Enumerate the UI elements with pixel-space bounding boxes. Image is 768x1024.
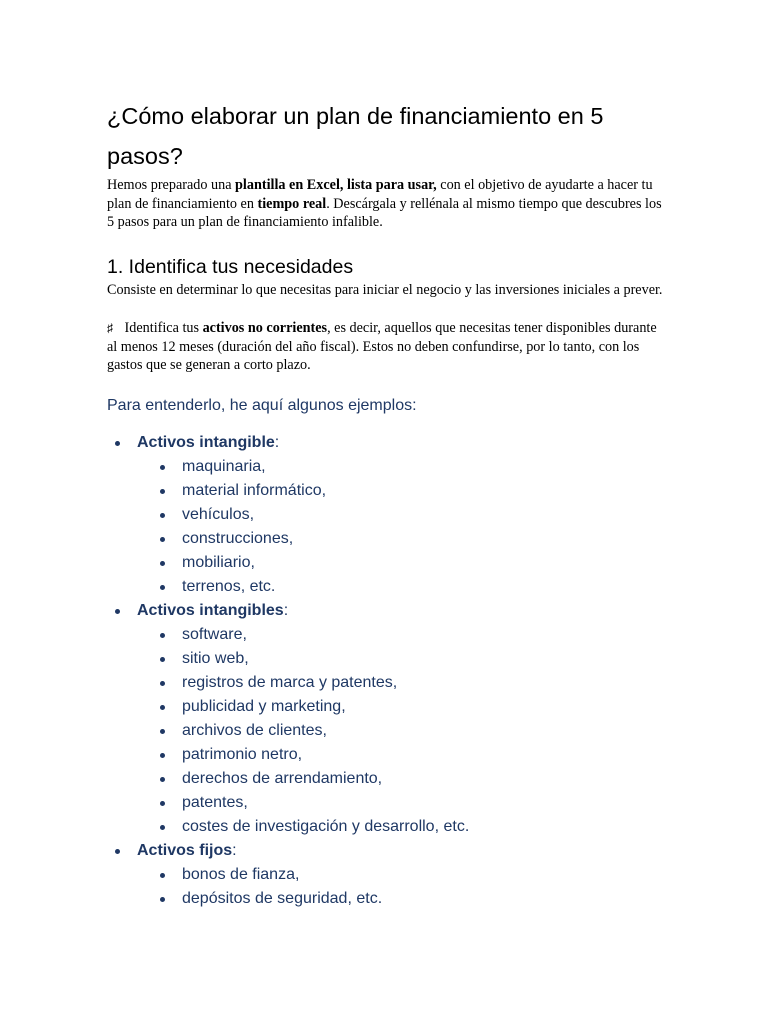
- group-suffix: :: [283, 601, 289, 619]
- list-item: [137, 551, 667, 575]
- group-label-row: [137, 839, 667, 863]
- p2-text-2: , es decir, aquellos que necesitas tener disponibles durante al menos 12 meses (duración del año fiscal). Estos no deben confundirse, por lo tanto, con los gastos que se generan a corto plazo.: [107, 320, 657, 373]
- group-label-row: [137, 431, 667, 455]
- bullet-icon: [160, 633, 165, 638]
- list-item: [137, 815, 667, 839]
- list-item-group: [107, 599, 667, 839]
- examples-lead: Para entenderlo, he aquí algunos ejemplos:: [107, 396, 417, 414]
- list-item-text: costes de investigación y desarrollo, etc.: [182, 817, 470, 835]
- list-item-text: derechos de arrendamiento,: [182, 769, 383, 787]
- intro-text-2: con el objetivo de ayudarte a hacer tu plan de financiamiento en: [107, 177, 653, 212]
- group-label: Activos fijos: [137, 841, 233, 859]
- group-label: Activos intangible: [137, 433, 275, 451]
- list-item: [137, 863, 667, 887]
- list-item-text: patrimonio netro,: [182, 745, 303, 763]
- bullet-icon: [160, 753, 165, 758]
- bullet-icon: [160, 657, 165, 662]
- sub-list: [137, 863, 667, 911]
- list-item: [137, 503, 667, 527]
- bullet-icon: [160, 777, 165, 782]
- list-item: [137, 623, 667, 647]
- list-item-text: patentes,: [182, 793, 248, 811]
- list-item-text: publicidad y marketing,: [182, 697, 346, 715]
- list-item-text: mobiliario,: [182, 553, 255, 571]
- bullet-icon: [115, 441, 120, 446]
- bullet-icon: [160, 801, 165, 806]
- list-item-text: maquinaria,: [182, 457, 266, 475]
- intro-bold-2: tiempo real: [257, 195, 327, 212]
- list-item-text: vehículos,: [182, 505, 255, 523]
- list-item: [137, 719, 667, 743]
- p2-bold-1: activos no corrientes: [202, 320, 328, 336]
- bullet-icon: [115, 609, 120, 614]
- list-item: [137, 743, 667, 767]
- list-item-group: [107, 431, 667, 599]
- sharp-icon: ♯: [107, 321, 113, 335]
- bullet-icon: [160, 561, 165, 566]
- list-item-text: depósitos de seguridad, etc.: [182, 889, 383, 907]
- list-item-text: terrenos, etc.: [182, 577, 276, 595]
- list-item-text: sitio web,: [182, 649, 249, 667]
- intro-text-1: Hemos preparado una: [107, 177, 236, 193]
- group-label: Activos intangibles: [137, 601, 284, 619]
- list-item-group: [107, 839, 667, 911]
- bullet-icon: [160, 825, 165, 830]
- intro-paragraph: [107, 176, 667, 232]
- list-item-text: construcciones,: [182, 529, 294, 547]
- bullet-icon: [160, 681, 165, 686]
- bullet-icon: [160, 585, 165, 590]
- list-item: [137, 887, 667, 911]
- p2-text-1: Identifica tus: [121, 320, 203, 336]
- section-paragraph-1: Consiste en determinar lo que necesitas para iniciar el negocio y las inversiones iniciales a prever.: [107, 281, 663, 298]
- bullet-icon: [160, 873, 165, 878]
- list-item: [137, 575, 667, 599]
- bullet-icon: [160, 537, 165, 542]
- bullet-icon: [160, 705, 165, 710]
- list-item: [137, 527, 667, 551]
- list-item-text: archivos de clientes,: [182, 721, 327, 739]
- bullet-icon: [160, 897, 165, 902]
- section-heading: 1. Identifica tus necesidades: [107, 255, 354, 278]
- bullet-icon: [160, 465, 165, 470]
- group-label-row: [137, 599, 667, 623]
- sub-list: [137, 455, 667, 599]
- list-item-text: software,: [182, 625, 247, 643]
- intro-text-3: . Descárgala y rellénala al mismo tiempo que descubres los 5 pasos para un plan de financiamiento infalible.: [107, 195, 662, 230]
- sub-list: [137, 623, 667, 839]
- bullet-icon: [160, 489, 165, 494]
- group-suffix: :: [274, 433, 280, 451]
- list-item: [137, 791, 667, 815]
- bullet-icon: [160, 729, 165, 734]
- list-item-text: bonos de fianza,: [182, 865, 300, 883]
- list-item: [137, 695, 667, 719]
- bullet-icon: [160, 513, 165, 518]
- document-content: [107, 96, 667, 911]
- intro-bold-1: plantilla en Excel, lista para usar,: [235, 177, 437, 193]
- group-suffix: :: [232, 841, 237, 859]
- page-title: ¿Cómo elaborar un plan de financiamiento en 5 pasos?: [107, 103, 604, 169]
- assets-list: [107, 431, 667, 911]
- list-item: [137, 767, 667, 791]
- list-item-text: material informático,: [182, 481, 327, 499]
- list-item-text: registros de marca y patentes,: [182, 673, 398, 691]
- section-paragraph-2: [107, 319, 667, 375]
- list-item: [137, 647, 667, 671]
- bullet-icon: [115, 849, 120, 854]
- list-item: [137, 671, 667, 695]
- list-item: [137, 479, 667, 503]
- list-item: [137, 455, 667, 479]
